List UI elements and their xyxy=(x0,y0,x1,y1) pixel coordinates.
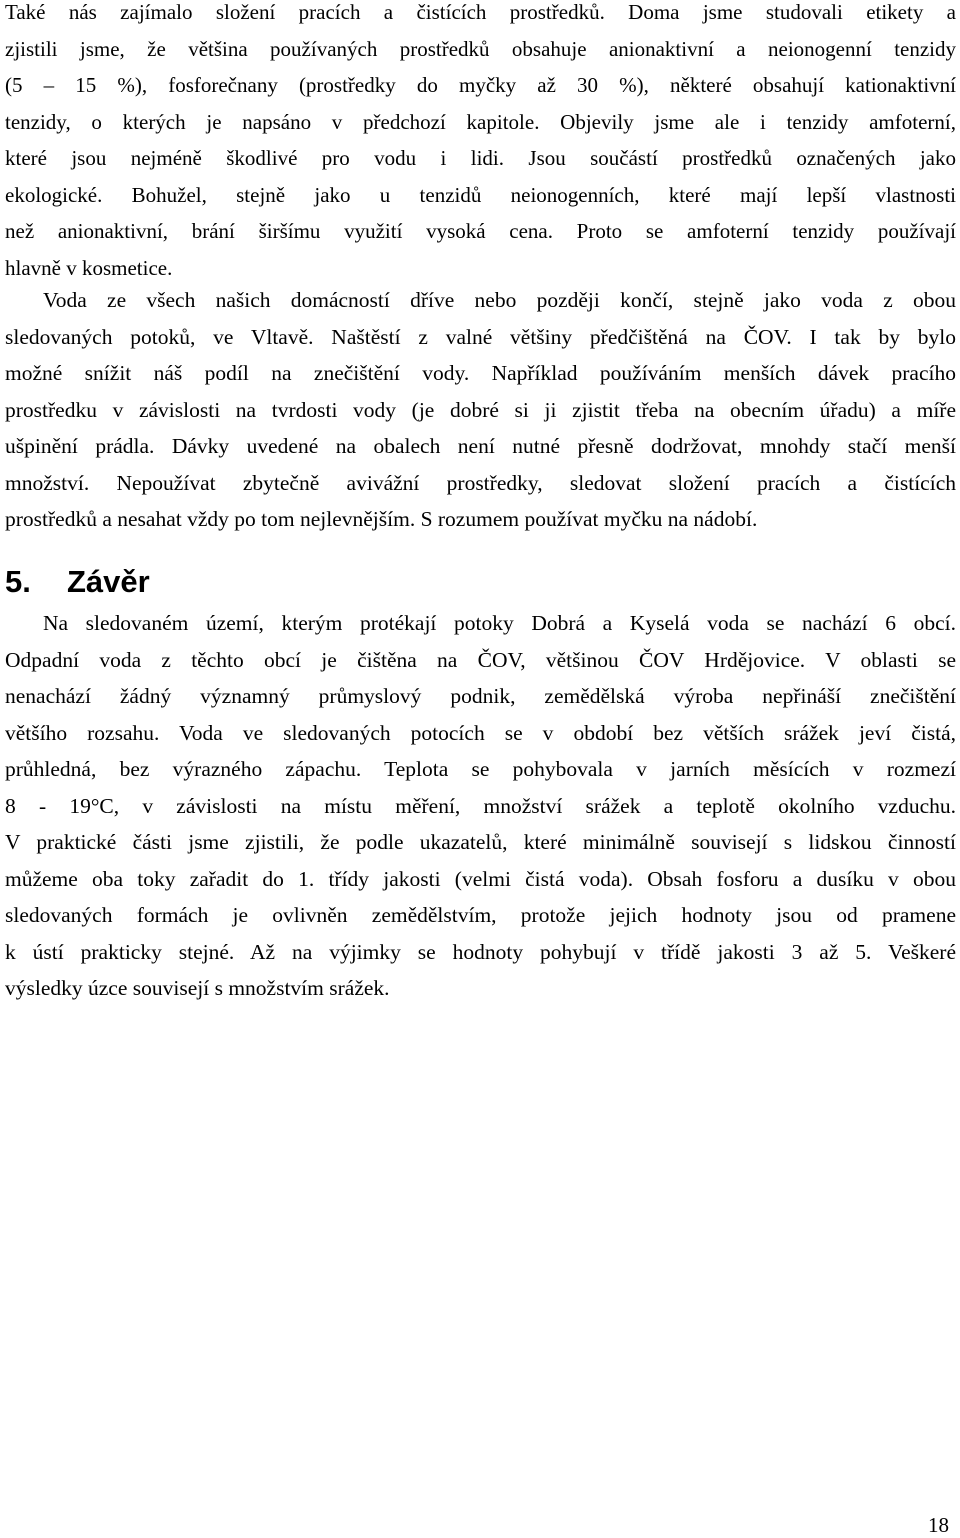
text-line: zjistili jsme, že většina používaných prostředků obsahuje anionaktivní a neionogenní tenzidy xyxy=(5,36,956,61)
text-line: Odpadní voda z těchto obcí je čištěna na ČOV, většinou ČOV Hrdějovice. V oblasti se xyxy=(5,647,956,672)
text-line: než anionaktivní, brání širšímu využití vysoká cena. Proto se amfoterní tenzidy používají xyxy=(5,219,956,243)
text-line: hlavně v kosmetice. xyxy=(5,255,173,280)
paragraph-household-water xyxy=(5,282,956,538)
paragraph-detergents xyxy=(5,0,956,286)
text-line: 8 - 19°C, v závislosti na místu měření, množství srážek a teplotě okolního vzduchu. xyxy=(5,793,956,818)
section-number: 5. xyxy=(5,564,31,599)
text-line: prostředků a nesahat vždy po tom nejlevnějším. S rozumem používat myčku na nádobí. xyxy=(5,507,758,531)
text-line: které jsou nejméně škodlivé pro vodu i lidi. Jsou součástí prostředků označených jako xyxy=(5,146,956,170)
text-line: tenzidy, o kterých je napsáno v předchozí kapitole. Objevily jsme ale i tenzidy amfoterní, xyxy=(5,109,956,134)
text-line: průhledná, bez výrazného zápachu. Teplota se pohybovala v jarních měsících v rozmezí xyxy=(5,757,956,781)
text-line: ekologické. Bohužel, stejně jako u tenzidů neionogenních, které mají lepší vlastnosti xyxy=(5,182,956,207)
text-line: množství. Nepoužívat zbytečně avivážní prostředky, sledovat složení pracích a čistících xyxy=(5,470,956,495)
text-line: Na sledovaném území, kterým protékají potoky Dobrá a Kyselá voda se nachází 6 obcí. xyxy=(43,611,956,635)
text-line: prostředku v závislosti na tvrdosti vody (je dobré si ji zjistit třeba na obecním úřadu) a míře xyxy=(5,397,956,422)
text-line: k ústí prakticky stejné. Až na výjimky se hodnoty pohybují v třídě jakosti 3 až 5. Veškeré xyxy=(5,939,956,964)
section-heading xyxy=(5,562,150,602)
text-line: V praktické části jsme zjistili, že podle ukazatelů, které minimálně souvisejí s lidskou činností xyxy=(5,830,956,854)
text-line: možné snížit náš podíl na znečištění vody. Například používáním menších dávek pracího xyxy=(5,361,956,385)
text-line: můžeme oba toky zařadit do 1. třídy jakosti (velmi čistá voda). Obsah fosforu a dusíku v obou xyxy=(5,866,956,891)
text-line: Voda ze všech našich domácností dříve nebo později končí, stejně jako voda z obou xyxy=(43,288,956,312)
text-line: sledovaných potoků, ve Vltavě. Naštěstí z valné většiny předčištěná na ČOV. I tak by bylo xyxy=(5,324,956,349)
text-line: ušpinění prádla. Dávky uvedené na obalech není nutné přesně dodržovat, mnohdy stačí menší xyxy=(5,434,956,458)
text-line: sledovaných formách je ovlivněn zemědělstvím, protože jejich hodnoty jsou od pramene xyxy=(5,903,956,927)
text-line: většího rozsahu. Voda ve sledovaných potocích se v období bez větších srážek jeví čistá, xyxy=(5,720,956,745)
text-line: nenachází žádný významný průmyslový podnik, zemědělská výroba nepřináší znečištění xyxy=(5,684,956,708)
text-line: (5 – 15 %), fosforečnany (prostředky do myčky až 30 %), některé obsahují kationaktivní xyxy=(5,73,956,97)
section-title: Závěr xyxy=(67,564,150,599)
page-number: 18 xyxy=(928,1513,949,1537)
text-line: výsledky úzce souvisejí s množstvím srážek. xyxy=(5,976,390,1000)
paragraph-conclusion xyxy=(5,605,956,1007)
text-line: Také nás zajímalo složení pracích a čistících prostředků. Doma jsme studovali etikety a xyxy=(5,0,956,24)
